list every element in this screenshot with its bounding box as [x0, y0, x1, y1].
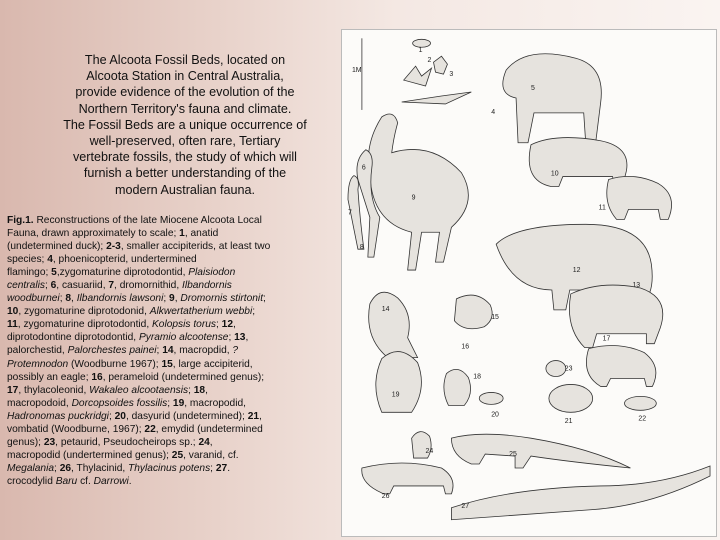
caption-text: , large accipiterid,: [172, 358, 253, 370]
figure-number: 5: [530, 85, 535, 93]
caption-number: 25: [171, 449, 184, 461]
bird-drawing: [434, 56, 448, 74]
caption-text: , petaurid, Pseudocheirops sp.;: [55, 436, 199, 448]
caption-text: , thylacoleonid,: [18, 384, 90, 396]
caption-text: , zygomaturine diprotodontid,: [17, 319, 152, 331]
flamingo-drawing: [402, 92, 472, 104]
caption-number: 24: [198, 436, 210, 448]
zygomaturine-drawing: [607, 176, 672, 219]
intro-line: modern Australian fauna.: [114, 182, 256, 197]
caption-taxon: Wakaleo alcootaensis: [89, 384, 189, 396]
caption-number: 10: [7, 306, 19, 318]
caption-text: ;: [163, 293, 170, 305]
figure-number: 3: [449, 71, 454, 79]
caption-text: macropodid (undertermined genus);: [7, 449, 172, 461]
caption-text: ;: [210, 462, 216, 474]
duck-drawing: [413, 39, 431, 47]
caption-taxon: Protemnodon: [7, 358, 69, 370]
caption-taxon: Dromornis stirtonit: [180, 293, 264, 305]
caption-number: 26: [59, 462, 72, 474]
fig-label: Fig.1.: [7, 215, 34, 226]
fauna-drawing: [342, 30, 716, 536]
vombatid-drawing: [549, 384, 593, 412]
caption-number: 16: [91, 371, 103, 383]
caption-number: 17: [7, 384, 19, 396]
figure-number: 11: [598, 204, 606, 212]
caption-text: ,: [259, 410, 262, 422]
macropodid-drawing: [369, 292, 418, 357]
figure-number: 21: [564, 418, 573, 426]
caption-number: 21: [247, 410, 260, 422]
figure-number: 23: [564, 365, 573, 373]
caption-number: 2-3: [106, 241, 121, 253]
caption-text: , dasyurid (undetermined);: [125, 410, 248, 422]
dasyurid-drawing: [479, 392, 503, 404]
intro-paragraph: [30, 52, 340, 198]
caption-text: , dromornithid,: [114, 280, 182, 292]
caption-text: ,: [209, 436, 213, 448]
caption-text: ;: [252, 306, 256, 318]
caption-text: possibly an eagle;: [7, 371, 92, 383]
macropodid-drawing: [444, 369, 471, 405]
caption-text: vombatid (Woodburne, 1967);: [7, 423, 145, 435]
caption-text: .: [128, 475, 132, 487]
caption-text: , emydid (undetermined: [155, 423, 263, 435]
caption-text: , macropodid,: [184, 397, 246, 409]
figure-number: 25: [509, 451, 517, 459]
intro-line: The Alcoota Fossil Beds, located on: [84, 53, 286, 67]
caption-taxon: Megalania: [7, 462, 55, 474]
caption-number: 20: [114, 410, 126, 422]
caption-text: ,: [205, 384, 208, 396]
caption-taxon: centralis: [7, 280, 45, 292]
intro-line: Alcoota Station in Central Australia,: [86, 69, 284, 84]
intro-line: provide evidence of the evolution of the: [75, 85, 295, 100]
figure-number: 27: [461, 502, 470, 510]
caption-text: ;: [167, 397, 173, 409]
bird-drawing: [404, 66, 432, 86]
thylacoleonid-drawing: [586, 345, 655, 386]
caption-text: , phoenicopterid, undertermined: [52, 254, 197, 266]
palorchestid-drawing: [569, 285, 662, 348]
caption-text: genus);: [7, 436, 44, 448]
varanid-drawing: [451, 434, 630, 468]
caption-taxon: Kolopsis torus: [152, 319, 216, 331]
caption-text: ,: [233, 319, 236, 331]
caption-text: , smaller accipiterids, at least two: [120, 241, 271, 253]
figure-number: 20: [491, 411, 499, 419]
eagle-drawing: [454, 295, 492, 329]
caption-text: ;: [263, 293, 266, 305]
caption-number: 18: [193, 384, 206, 396]
caption-text: ;: [54, 462, 60, 474]
figure-number: 1: [418, 47, 423, 55]
caption-text: ;: [156, 345, 163, 357]
caption-number: 19: [172, 397, 185, 409]
diprotodontid-drawing: [503, 54, 602, 143]
caption-text: , macropdid,: [173, 345, 233, 357]
caption-number: 12: [221, 319, 234, 331]
figure-number: 8: [359, 244, 364, 252]
figure-number: 2: [427, 57, 432, 65]
figure-number: 15: [491, 313, 499, 321]
caption-taxon: Alkwertatherium webbi: [149, 306, 253, 318]
caption-text: palorchestid,: [7, 345, 68, 357]
caption-text: , zygomaturine diprotodonid,: [18, 306, 150, 318]
caption-taxon: Plaisiodon: [188, 267, 236, 279]
dromornithid-drawing: [368, 114, 468, 270]
caption-number: 9: [169, 293, 175, 305]
caption-taxon: Ilbandornis lawsoni: [76, 293, 164, 305]
caption-text: Fauna, drawn approximately to scale;: [7, 228, 180, 240]
caption-text: (Woodburne 1967);: [68, 358, 162, 370]
caption-number: 8: [65, 293, 72, 305]
caption-number: 14: [162, 345, 174, 357]
caption-text: ;: [108, 410, 115, 422]
figure-number: 7: [347, 209, 352, 217]
caption-text: , casuariid,: [56, 280, 109, 292]
figure-number: 10: [550, 170, 559, 178]
caption-number: 13: [234, 332, 246, 344]
crocodylid-drawing: [451, 466, 710, 520]
caption-taxon: ?: [232, 345, 239, 357]
caption-text: , varanid, cf.: [183, 449, 239, 461]
turtle-drawing: [624, 396, 656, 410]
figure-number: 16: [461, 343, 470, 351]
macropodid-drawing: [376, 352, 422, 413]
caption-text: ;: [188, 384, 194, 396]
caption-text: diprotodontine diprotodontid,: [7, 332, 139, 344]
caption-number: 6: [50, 280, 57, 292]
caption-number: 27: [215, 462, 228, 474]
figure-number: 22: [638, 415, 647, 423]
figure-number: 17: [602, 335, 611, 343]
caption-text: flamingo;: [7, 267, 52, 279]
figure-number: 4: [491, 108, 496, 116]
figure-number: 12: [572, 267, 581, 275]
caption-taxon: Darrowi: [93, 475, 129, 487]
caption-number: 22: [144, 423, 156, 435]
intro-line: The Fossil Beds are a unique occurrence of: [63, 117, 307, 132]
caption-text: ;: [59, 293, 66, 305]
caption-text: species;: [7, 254, 48, 266]
caption-text: macropodoid,: [7, 397, 72, 409]
caption-taxon: woodburnei: [7, 293, 60, 305]
caption-taxon: Baru: [55, 475, 78, 487]
caption-text: cf.: [77, 475, 94, 487]
caption-number: 23: [43, 436, 56, 448]
caption-text: , perameloid (undetermined genus);: [102, 371, 265, 383]
intro-line: furnish a better understanding of the: [83, 166, 287, 181]
caption-taxon: Ilbandornis: [182, 280, 232, 292]
figure-number: 14: [381, 305, 390, 313]
figure-caption: [7, 214, 339, 488]
figure-number: 24: [425, 448, 434, 456]
thylacinid-drawing: [362, 463, 453, 494]
caption-number: 15: [161, 358, 173, 370]
caption-taxon: Pyramio alcootense: [138, 332, 229, 344]
caption-text: crocodylid: [7, 475, 56, 487]
caption-number: 11: [7, 319, 18, 331]
caption-text: ,: [174, 293, 181, 305]
caption-taxon: Thylacinus potens: [128, 462, 211, 474]
figure-number: 18: [473, 373, 482, 381]
intro-line: vertebrate fossils, the study of which will: [73, 150, 297, 165]
caption-number: 7: [108, 280, 115, 292]
caption-taxon: Hadronomas puckridgi: [7, 410, 109, 422]
scale-label: 1M: [351, 67, 362, 75]
caption-taxon: Dorcopsoides fossilis: [71, 397, 168, 409]
figure-number: 13: [632, 281, 641, 289]
caption-text: , Thylacinid,: [71, 462, 129, 474]
caption-taxon: Palorchestes painei: [67, 345, 157, 357]
intro-line: well-preserved, often rare, Tertiary: [89, 134, 281, 149]
intro-line: Northern Territory's fauna and climate.: [78, 101, 292, 116]
caption-number: 5: [51, 267, 57, 279]
caption-number: 1: [179, 228, 185, 240]
caption-text: ,: [245, 332, 249, 344]
figure-number: 19: [391, 391, 400, 399]
caption-text: ,: [71, 293, 77, 305]
caption-text: ;: [228, 332, 235, 344]
figure-number: 26: [381, 492, 390, 500]
caption-text: ;: [44, 280, 51, 292]
figure-number: 9: [411, 194, 416, 202]
figure-number: 6: [361, 164, 366, 172]
caption-text: Reconstructions of the late Miocene Alcoota Local: [33, 215, 262, 226]
petaurid-drawing: [546, 361, 566, 377]
caption-text: ,zygomaturine diprotodontid,: [56, 267, 189, 279]
caption-text: , anatid: [184, 228, 219, 240]
caption-text: (undetermined duck);: [7, 241, 107, 253]
caption-text: .: [227, 462, 231, 474]
fauna-illustration: [341, 29, 717, 537]
caption-text: ;: [216, 319, 222, 331]
caption-number: 4: [47, 254, 53, 266]
